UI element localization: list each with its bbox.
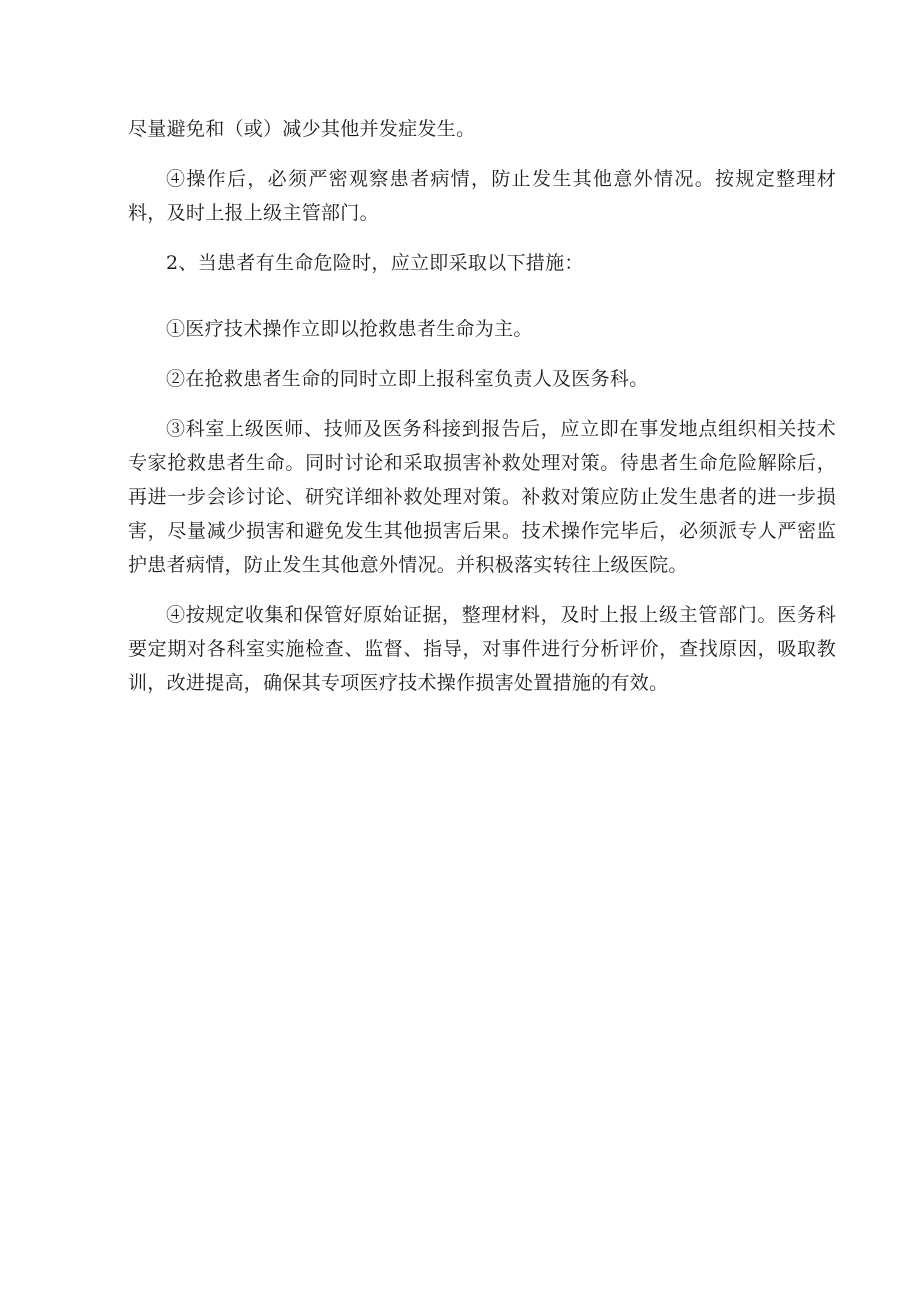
document-body (128, 112, 836, 716)
paragraph-item-1: ①医疗技术操作立即以抢救患者生命为主。 (166, 318, 533, 340)
paragraph-item-4-post-operation: ④操作后，必须严密观察患者病情，防止发生其他意外情况。按规定整理材料，及时上报上级主管部门。 (128, 168, 836, 224)
section-heading-2: 2、当患者有生命危险时，应立即采取以下措施： (166, 252, 584, 274)
paragraph-item-2: ②在抢救患者生命的同时立即上报科室负责人及医务科。 (166, 368, 649, 390)
paragraph-item-3: ③科室上级医师、技师及医务科接到报告后，应立即在事发地点组织相关技术专家抢救患者生命。同时讨论和采取损害补救处理对策。待患者生命危险解除后，再进一步会诊讨论、研究详细补救处理对策。补救对策应防止发生患者的进一步损害，尽量减少损害和避免发生其他损害后果。技术操作完毕后，必须派专人严密监护患者病情，防止发生其他意外情况。并积极落实转往上级医院。 (128, 418, 836, 576)
paragraph-item-4: ④按规定收集和保管好原始证据，整理材料，及时上报上级主管部门。医务科要定期对各科室实施检查、监督、指导，对事件进行分析评价，查找原因，吸取教训，改进提高，确保其专项医疗技术操作损害处置措施的有效。 (128, 604, 836, 694)
paragraph-continuation: 尽量避免和（或）减少其他并发症发生。 (128, 118, 476, 140)
